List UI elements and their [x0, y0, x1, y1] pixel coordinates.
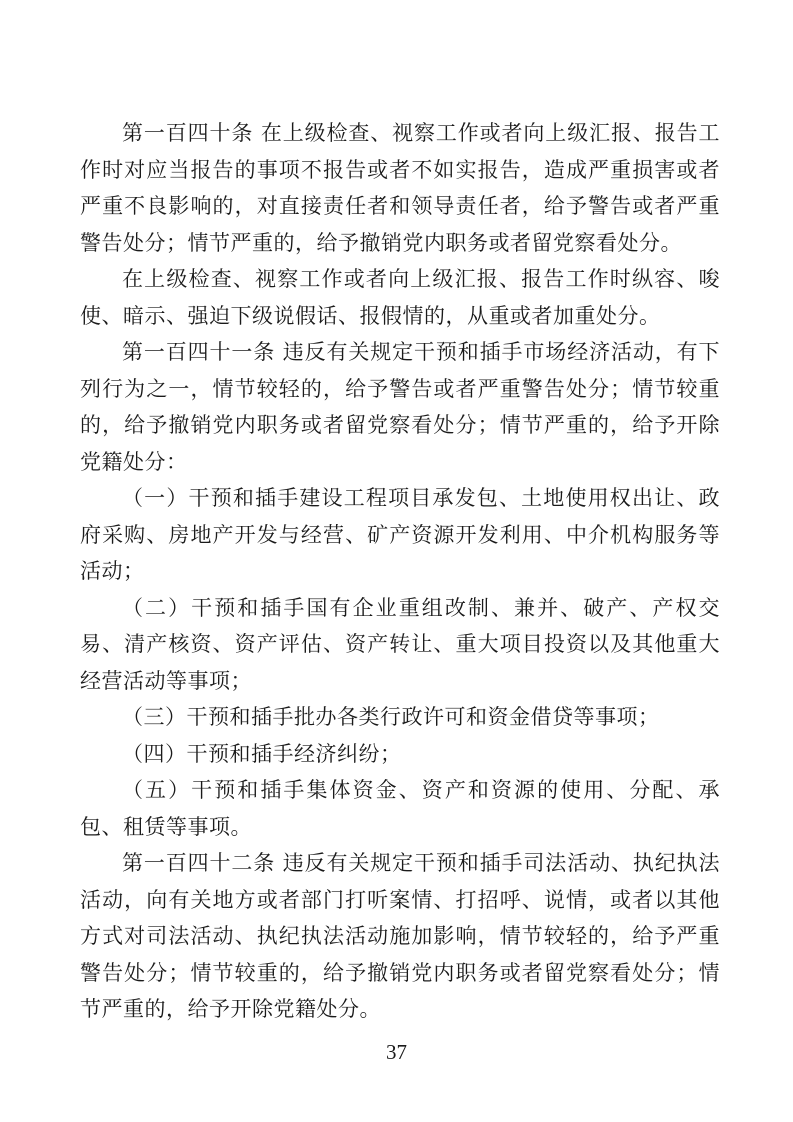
- article-140: 第一百四十条 在上级检查、视察工作或者向上级汇报、报告工作时对应当报告的事项不报告或者不如实报告，造成严重损害或者严重不良影响的，对直接责任者和领导责任者，给予警告或者严重警告处分；情节严重的，给予撤销党内职务或者留党察看处分。: [80, 121, 720, 255]
- article-142: 第一百四十二条 违反有关规定干预和插手司法活动、执纪执法活动，向有关地方或者部门打听案情、打招呼、说情，或者以其他方式对司法活动、执纪执法活动施加影响，情节较轻的，给予严重警告处分；情节较重的，给予撤销党内职务或者留党察看处分；情节严重的，给予开除党籍处分。: [80, 851, 720, 1021]
- article-140-paragraph-2: 在上级检查、视察工作或者向上级汇报、报告工作时纵容、唆使、暗示、强迫下级说假话、报假情的，从重或者加重处分。: [80, 267, 720, 328]
- page-number: 37: [386, 1040, 407, 1064]
- article-141-item-5: （五）干预和插手集体资金、资产和资源的使用、分配、承包、租赁等事项。: [80, 778, 720, 839]
- article-141-item-4: （四）干预和插手经济纠纷；: [122, 741, 402, 766]
- article-141-item-3: （三）干预和插手批办各类行政许可和资金借贷等事项；: [122, 705, 660, 729]
- article-141-item-2: （二）干预和插手国有企业重组改制、兼并、破产、产权交易、清产核资、资产评估、资产转让、重大项目投资以及其他重大经营活动等事项；: [80, 595, 720, 693]
- document-body: [80, 115, 720, 1028]
- article-141-item-1: （一）干预和插手建设工程项目承发包、土地使用权出让、政府采购、房地产开发与经营、矿产资源开发利用、中介机构服务等活动；: [80, 486, 720, 583]
- article-141: 第一百四十一条 违反有关规定干预和插手市场经济活动，有下列行为之一，情节较轻的，给予警告或者严重警告处分；情节较重的，给予撤销党内职务或者留党察看处分；情节严重的，给予开除党籍处分：: [80, 340, 720, 474]
